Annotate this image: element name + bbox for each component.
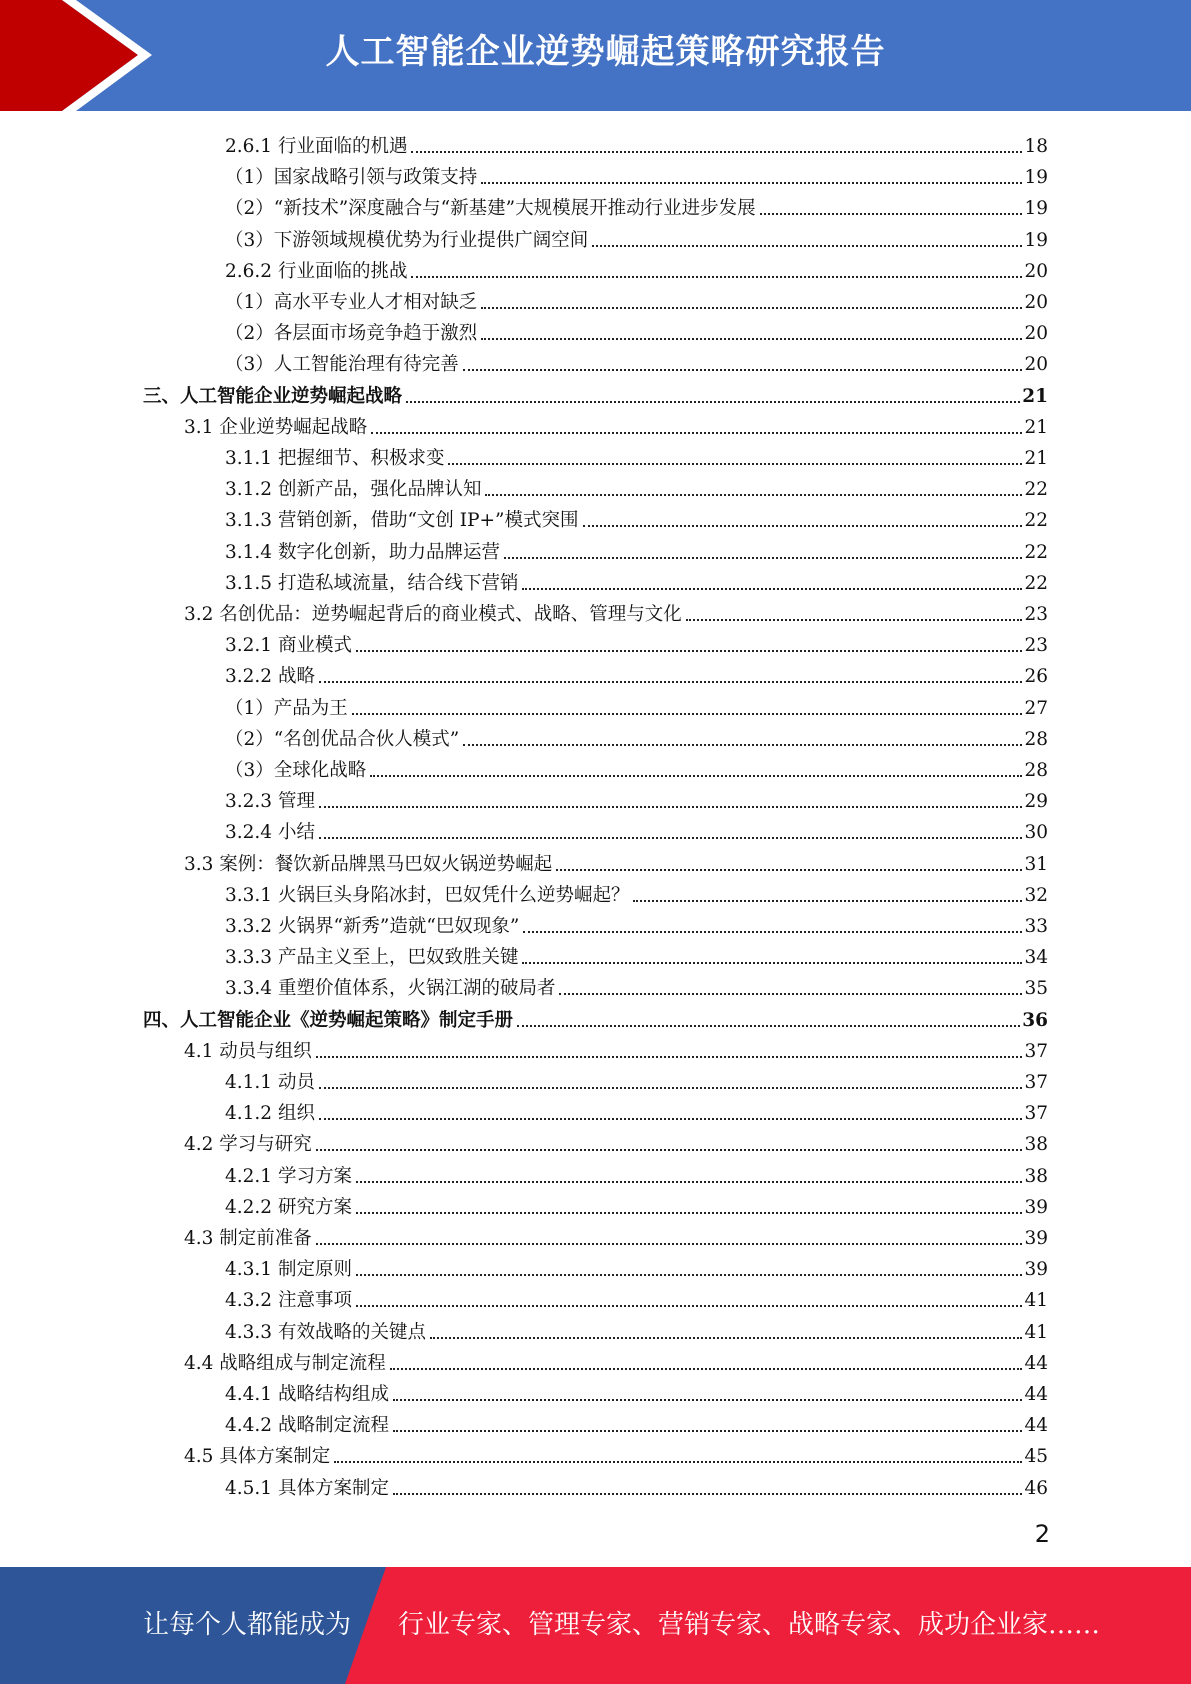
toc-entry[interactable] <box>225 813 1048 844</box>
toc-dot-leader <box>319 837 1023 839</box>
page-footer <box>0 1567 1191 1684</box>
toc-entry-title: 4.4.2 战略制定流程 <box>225 1415 389 1437</box>
toc-dot-leader <box>463 369 1023 371</box>
toc-entry[interactable] <box>225 564 1048 595</box>
toc-dot-leader <box>390 1368 1023 1370</box>
toc-entry-title: 4.1.2 组织 <box>225 1103 315 1125</box>
toc-entry[interactable] <box>225 626 1048 657</box>
toc-entry[interactable] <box>225 1406 1048 1437</box>
toc-dot-leader <box>316 1149 1023 1151</box>
toc-dot-leader <box>481 338 1022 340</box>
toc-dot-leader <box>356 1212 1023 1214</box>
toc-dot-leader <box>559 993 1022 995</box>
toc-dot-leader <box>352 713 1023 715</box>
toc-entry-title: 3.1.3 营销创新，借助“文创 IP+”模式突围 <box>225 510 579 532</box>
footer-slogan-left: 让每个人都能成为 <box>143 1610 352 1640</box>
toc-dot-leader <box>356 1274 1023 1276</box>
toc-dot-leader <box>319 1118 1023 1120</box>
toc-entry-page: 19 <box>1024 198 1048 220</box>
toc-entry-title: 3.2 名创优品：逆势崛起背后的商业模式、战略、管理与文化 <box>184 604 682 625</box>
toc-entry[interactable] <box>225 876 1048 907</box>
toc-entry[interactable] <box>184 1344 1048 1375</box>
toc-entry-page: 20 <box>1024 323 1048 345</box>
toc-entry[interactable] <box>225 1188 1048 1219</box>
toc-entry-page: 28 <box>1024 760 1048 781</box>
toc-entry[interactable] <box>225 314 1048 345</box>
page-number: 2 <box>1034 1520 1050 1548</box>
toc-entry-page: 37 <box>1024 1103 1048 1125</box>
toc-entry-title: 4.1 动员与组织 <box>184 1040 312 1062</box>
toc-dot-leader <box>430 1337 1022 1339</box>
toc-entry-page: 38 <box>1024 1134 1048 1156</box>
toc-entry[interactable] <box>184 595 1048 626</box>
toc-entry[interactable] <box>225 751 1048 782</box>
toc-dot-leader <box>592 245 1022 247</box>
toc-dot-leader <box>406 401 1020 403</box>
toc-entry[interactable] <box>225 345 1048 376</box>
toc-dot-leader <box>316 1243 1023 1245</box>
toc-dot-leader <box>319 1087 1023 1089</box>
toc-dot-leader <box>411 151 1022 153</box>
toc-entry-page: 41 <box>1024 1321 1048 1343</box>
toc-entry-title: 3.1.5 打造私域流量，结合线下营销 <box>225 572 519 594</box>
toc-dot-leader <box>370 775 1022 777</box>
toc-entry-page: 19 <box>1024 229 1048 251</box>
toc-entry-title: （1）产品为王 <box>225 697 348 719</box>
toc-entry[interactable] <box>225 252 1048 283</box>
toc-entry[interactable] <box>184 1437 1048 1468</box>
toc-entry[interactable] <box>225 501 1048 532</box>
toc-dot-leader <box>411 276 1022 278</box>
toc-entry-page: 45 <box>1024 1446 1048 1468</box>
toc-entry-page: 22 <box>1024 572 1048 594</box>
toc-dot-leader <box>686 619 1023 621</box>
toc-entry-title: 3.2.1 商业模式 <box>225 635 352 657</box>
toc-entry-title: 3.2.3 管理 <box>225 791 315 813</box>
toc-entry[interactable] <box>225 470 1048 501</box>
toc-entry-page: 21 <box>1022 385 1048 407</box>
report-title: 人工智能企业逆势崛起策略研究报告 <box>325 32 886 72</box>
toc-entry-title: 3.3.1 火锅巨头身陷冰封，巴奴凭什么逆势崛起？ <box>225 884 630 906</box>
toc-dot-leader <box>633 900 1022 902</box>
toc-entry[interactable] <box>225 221 1048 252</box>
toc-entry-page: 23 <box>1024 635 1048 657</box>
toc-dot-leader <box>334 1461 1022 1463</box>
toc-dot-leader <box>393 1430 1022 1432</box>
toc-entry-page: 21 <box>1024 416 1048 438</box>
toc-dot-leader <box>393 1493 1022 1495</box>
toc-dot-leader <box>356 1305 1023 1307</box>
toc-entry-page: 37 <box>1024 1040 1048 1062</box>
toc-entry[interactable] <box>225 1469 1048 1500</box>
toc-entry-page: 38 <box>1024 1165 1048 1187</box>
toc-entry[interactable] <box>143 377 1048 408</box>
toc-dot-leader <box>463 744 1022 746</box>
toc-entry[interactable] <box>184 845 1048 876</box>
toc-dot-leader <box>583 525 1023 527</box>
toc-entry-page: 29 <box>1024 791 1048 813</box>
toc-dot-leader <box>448 463 1022 465</box>
toc-dot-leader <box>393 1399 1022 1401</box>
toc-entry-title: 3.1.4 数字化创新，助力品牌运营 <box>225 541 500 563</box>
toc-dot-leader <box>556 869 1022 871</box>
toc-entry-page: 20 <box>1024 260 1048 282</box>
toc-entry-title: （2）各层面市场竞争趋于激烈 <box>225 323 478 345</box>
toc-entry-title: 4.3.1 制定原则 <box>225 1259 352 1281</box>
toc-entry-title: 4.5.1 具体方案制定 <box>225 1477 389 1499</box>
toc-entry-page: 23 <box>1024 604 1048 625</box>
toc-entry[interactable] <box>184 408 1048 439</box>
toc-entry[interactable] <box>225 283 1048 314</box>
page-header <box>0 0 1191 111</box>
toc-entry-title: 4.3 制定前准备 <box>184 1228 312 1249</box>
toc-entry-page: 36 <box>1022 1009 1048 1031</box>
toc-entry-title: 2.6.2 行业面临的挑战 <box>225 260 408 282</box>
toc-entry-page: 44 <box>1024 1384 1048 1405</box>
toc-entry[interactable] <box>225 1281 1048 1312</box>
toc-entry-title: 3.2.2 战略 <box>225 666 315 688</box>
toc-entry[interactable] <box>184 1219 1048 1250</box>
toc-entry-page: 28 <box>1024 728 1048 750</box>
toc-entry-title: 4.3.3 有效战略的关键点 <box>225 1321 426 1343</box>
toc-entry[interactable] <box>184 1125 1048 1156</box>
toc-entry-title: （3）人工智能治理有待完善 <box>225 354 459 376</box>
toc-dot-leader <box>481 182 1022 184</box>
toc-entry-title: （1）高水平专业人才相对缺乏 <box>225 292 478 313</box>
toc-entry-page: 20 <box>1024 292 1048 313</box>
toc-entry-page: 33 <box>1024 916 1048 937</box>
toc-entry-title: （2）“新技术”深度融合与“新基建”大规模展开推动行业进步发展 <box>225 198 756 220</box>
toc-entry-page: 34 <box>1024 947 1048 969</box>
toc-entry-page: 22 <box>1024 510 1048 532</box>
toc-entry-title: 4.4.1 战略结构组成 <box>225 1384 389 1405</box>
toc-entry-page: 27 <box>1024 697 1048 719</box>
toc-entry-title: （1）国家战略引领与政策支持 <box>225 167 478 189</box>
toc-dot-leader <box>481 307 1022 309</box>
toc-dot-leader <box>356 650 1023 652</box>
toc-dot-leader <box>485 494 1022 496</box>
toc-entry[interactable] <box>225 189 1048 220</box>
toc-entry-title: 4.5 具体方案制定 <box>184 1446 331 1468</box>
toc-dot-leader <box>371 432 1022 434</box>
toc-entry-title: 4.2 学习与研究 <box>184 1134 312 1156</box>
toc-dot-leader <box>517 1025 1020 1027</box>
toc-entry[interactable] <box>225 1157 1048 1188</box>
toc-entry-title: 4.4 战略组成与制定流程 <box>184 1352 386 1374</box>
toc-entry-title: 3.1.1 把握细节、积极求变 <box>225 448 445 469</box>
toc-entry-title: 3.3.2 火锅界“新秀”造就“巴奴现象” <box>225 916 520 937</box>
toc-entry[interactable] <box>225 1313 1048 1344</box>
footer-slogan-right: 行业专家、管理专家、营销专家、战略专家、成功企业家…… <box>398 1610 1101 1640</box>
toc-entry-page: 46 <box>1024 1477 1048 1499</box>
toc-entry-page: 21 <box>1024 448 1048 469</box>
toc-dot-leader <box>504 557 1022 559</box>
toc-dot-leader <box>522 962 1022 964</box>
toc-entry-title: 四、人工智能企业《逆势崛起策略》制定手册 <box>143 1009 514 1031</box>
toc-entry-page: 19 <box>1024 167 1048 189</box>
toc-entry[interactable] <box>225 439 1048 470</box>
toc-dot-leader <box>356 1181 1023 1183</box>
toc-entry-page: 37 <box>1024 1072 1048 1093</box>
toc-entry[interactable] <box>225 127 1048 158</box>
toc-entry[interactable] <box>225 158 1048 189</box>
toc-entry-page: 39 <box>1024 1228 1048 1249</box>
toc-dot-leader <box>319 806 1023 808</box>
toc-dot-leader <box>523 931 1022 933</box>
toc-entry-title: 3.2.4 小结 <box>225 822 315 844</box>
toc-entry-page: 30 <box>1024 822 1048 844</box>
toc-entry-page: 26 <box>1024 666 1048 688</box>
toc-entry[interactable] <box>225 907 1048 938</box>
toc-entry-title: 4.1.1 动员 <box>225 1072 315 1093</box>
toc-entry[interactable] <box>225 657 1048 688</box>
toc-entry-page: 44 <box>1024 1352 1048 1374</box>
toc-entry-page: 18 <box>1024 136 1048 157</box>
toc-entry[interactable] <box>225 782 1048 813</box>
toc-entry-page: 20 <box>1024 354 1048 376</box>
toc-entry-title: 3.3 案例：餐饮新品牌黑马巴奴火锅逆势崛起 <box>184 853 553 875</box>
toc-entry-page: 22 <box>1024 479 1048 501</box>
toc-dot-leader <box>316 1056 1023 1058</box>
toc-dot-leader <box>760 213 1023 215</box>
toc-entry-page: 22 <box>1024 541 1048 563</box>
toc-dot-leader <box>522 588 1022 590</box>
toc-entry[interactable] <box>225 1094 1048 1125</box>
toc-entry-title: 3.3.4 重塑价值体系，火锅江湖的破局者 <box>225 978 556 1000</box>
toc-entry-title: 3.1.2 创新产品，强化品牌认知 <box>225 479 482 501</box>
toc-entry-title: （3）全球化战略 <box>225 760 367 781</box>
toc-entry-page: 44 <box>1024 1415 1048 1437</box>
toc-entry-page: 31 <box>1024 853 1048 875</box>
toc-entry[interactable] <box>225 720 1048 751</box>
toc-entry-title: 4.2.2 研究方案 <box>225 1196 352 1218</box>
toc-entry-title: 4.2.1 学习方案 <box>225 1165 352 1187</box>
toc-entry-page: 32 <box>1024 884 1048 906</box>
toc-entry-page: 39 <box>1024 1259 1048 1281</box>
toc-dot-leader <box>319 681 1023 683</box>
toc-entry[interactable] <box>184 1032 1048 1063</box>
toc-entry-title: （3）下游领域规模优势为行业提供广阔空间 <box>225 229 589 251</box>
toc-entry[interactable] <box>225 969 1048 1000</box>
toc-entry-title: 2.6.1 行业面临的机遇 <box>225 136 408 157</box>
toc-entry[interactable] <box>225 938 1048 969</box>
toc-entry[interactable] <box>143 1001 1048 1032</box>
toc-entry-title: 三、人工智能企业逆势崛起战略 <box>143 385 403 407</box>
toc-entry-title: 3.1 企业逆势崛起战略 <box>184 416 368 438</box>
toc-entry[interactable] <box>225 689 1048 720</box>
toc-entry[interactable] <box>225 533 1048 564</box>
toc-entry-title: （2）“名创优品合伙人模式” <box>225 728 460 750</box>
toc-entry[interactable] <box>225 1063 1048 1094</box>
toc-entry-page: 35 <box>1024 978 1048 1000</box>
toc-entry-page: 39 <box>1024 1196 1048 1218</box>
toc-entry-title: 3.3.3 产品主义至上，巴奴致胜关键 <box>225 947 519 969</box>
toc-entry-title: 4.3.2 注意事项 <box>225 1290 352 1312</box>
toc-entry[interactable] <box>225 1375 1048 1406</box>
toc-entry[interactable] <box>225 1250 1048 1281</box>
toc-entry-page: 41 <box>1024 1290 1048 1312</box>
